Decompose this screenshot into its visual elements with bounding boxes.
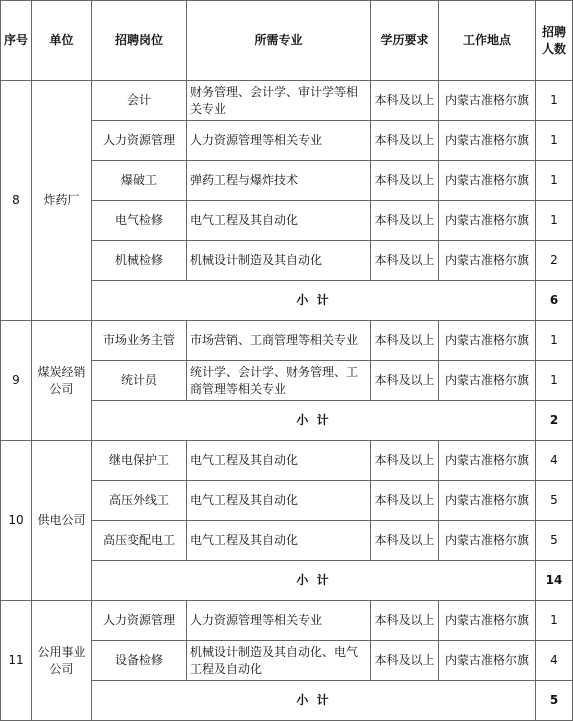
location-cell: 内蒙古准格尔旗 [439,81,536,121]
table-row [1,601,573,641]
location-cell: 内蒙古准格尔旗 [439,441,536,481]
location-cell: 内蒙古准格尔旗 [439,601,536,641]
count-cell: 1 [536,81,573,121]
location-cell: 内蒙古准格尔旗 [439,521,536,561]
major-cell: 电气工程及其自动化 [187,481,371,521]
location-cell: 内蒙古准格尔旗 [439,241,536,281]
count-cell: 1 [536,121,573,161]
position-cell: 统计员 [92,361,187,401]
table-body [1,81,573,721]
position-cell: 市场业务主管 [92,321,187,361]
unit-cell: 炸药厂 [32,81,92,321]
unit-cell: 公用事业公司 [32,601,92,721]
count-cell: 1 [536,201,573,241]
count-cell: 1 [536,601,573,641]
subtotal-label: 小 计 [92,281,536,321]
location-cell: 内蒙古准格尔旗 [439,361,536,401]
major-cell: 电气工程及其自动化 [187,521,371,561]
education-cell: 本科及以上 [371,201,439,241]
subtotal-value: 5 [536,681,573,721]
location-cell: 内蒙古准格尔旗 [439,121,536,161]
header-position: 招聘岗位 [92,1,187,81]
education-cell: 本科及以上 [371,321,439,361]
major-cell: 弹药工程与爆炸技术 [187,161,371,201]
subtotal-value: 2 [536,401,573,441]
major-cell: 机械设计制造及其自动化、电气工程及自动化 [187,641,371,681]
subtotal-label: 小 计 [92,401,536,441]
education-cell: 本科及以上 [371,161,439,201]
subtotal-label: 小 计 [92,681,536,721]
position-cell: 高压变配电工 [92,521,187,561]
major-cell: 电气工程及其自动化 [187,441,371,481]
seq-cell: 10 [1,441,32,601]
position-cell: 机械检修 [92,241,187,281]
table-row [1,441,573,481]
subtotal-value: 14 [536,561,573,601]
position-cell: 继电保护工 [92,441,187,481]
education-cell: 本科及以上 [371,641,439,681]
header-unit: 单位 [32,1,92,81]
table-row [1,321,573,361]
position-cell: 电气检修 [92,201,187,241]
table-row [1,81,573,121]
position-cell: 人力资源管理 [92,601,187,641]
major-cell: 统计学、会计学、财务管理、工商管理等相关专业 [187,361,371,401]
education-cell: 本科及以上 [371,121,439,161]
location-cell: 内蒙古准格尔旗 [439,481,536,521]
major-cell: 人力资源管理等相关专业 [187,601,371,641]
position-cell: 高压外线工 [92,481,187,521]
header-education: 学历要求 [371,1,439,81]
count-cell: 5 [536,521,573,561]
education-cell: 本科及以上 [371,241,439,281]
count-cell: 1 [536,161,573,201]
education-cell: 本科及以上 [371,521,439,561]
seq-cell: 8 [1,81,32,321]
major-cell: 人力资源管理等相关专业 [187,121,371,161]
count-cell: 5 [536,481,573,521]
seq-cell: 9 [1,321,32,441]
unit-cell: 煤炭经销公司 [32,321,92,441]
subtotal-label: 小 计 [92,561,536,601]
location-cell: 内蒙古准格尔旗 [439,161,536,201]
count-cell: 1 [536,321,573,361]
major-cell: 电气工程及其自动化 [187,201,371,241]
education-cell: 本科及以上 [371,441,439,481]
location-cell: 内蒙古准格尔旗 [439,321,536,361]
header-major: 所需专业 [187,1,371,81]
header-row [1,1,573,81]
unit-cell: 供电公司 [32,441,92,601]
major-cell: 市场营销、工商管理等相关专业 [187,321,371,361]
seq-cell: 11 [1,601,32,721]
major-cell: 机械设计制造及其自动化 [187,241,371,281]
location-cell: 内蒙古准格尔旗 [439,201,536,241]
education-cell: 本科及以上 [371,481,439,521]
position-cell: 人力资源管理 [92,121,187,161]
education-cell: 本科及以上 [371,601,439,641]
subtotal-value: 6 [536,281,573,321]
position-cell: 爆破工 [92,161,187,201]
position-cell: 设备检修 [92,641,187,681]
count-cell: 2 [536,241,573,281]
count-cell: 4 [536,441,573,481]
education-cell: 本科及以上 [371,81,439,121]
position-cell: 会计 [92,81,187,121]
header-location: 工作地点 [439,1,536,81]
header-count: 招聘人数 [536,1,573,81]
major-cell: 财务管理、会计学、审计学等相关专业 [187,81,371,121]
header-seq: 序号 [1,1,32,81]
location-cell: 内蒙古准格尔旗 [439,641,536,681]
count-cell: 1 [536,361,573,401]
education-cell: 本科及以上 [371,361,439,401]
count-cell: 4 [536,641,573,681]
